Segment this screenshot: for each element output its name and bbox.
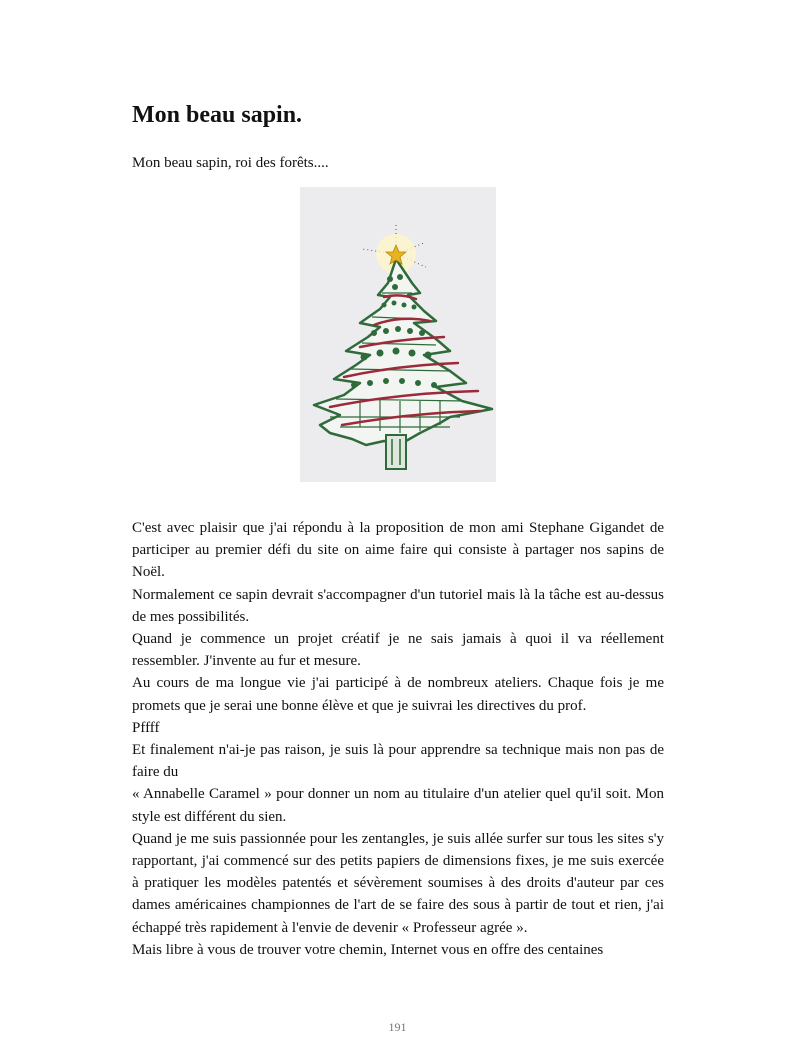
page-title: Mon beau sapin. [132, 102, 303, 128]
paragraph: Quand je commence un projet créatif je ne sais jamais à quoi il va réellement ressembler. J'invente au fur et mesure. [132, 631, 664, 670]
paragraph: « Annabelle Caramel » pour donner un nom au titulaire d'un atelier quel qu'il soit. Mon style est différent du sien. [132, 786, 664, 825]
page-number: 191 [388, 1020, 407, 1034]
tree-trunk [386, 435, 406, 469]
paragraph: C'est avec plaisir que j'ai répondu à la proposition de mon ami Stephane Gigandet de participer au premier défi du site on aime faire qui consiste à partager nos sapins de Noël. [132, 520, 664, 581]
subtitle: Mon beau sapin, roi des forêts.... [132, 155, 329, 171]
paragraph: Normalement ce sapin devrait s'accompagner d'un tutoriel mais là la tâche est au-dessus de mes possibilités. [132, 586, 664, 625]
body-text [132, 517, 664, 961]
paragraph: Mais libre à vous de trouver votre chemin, Internet vous en offre des centaines [132, 941, 604, 958]
paragraph: Au cours de ma longue vie j'ai participé à de nombreux ateliers. Chaque fois je me promets que je serai une bonne élève et que je suivrai les directives du prof. [132, 675, 664, 714]
paragraph: Quand je me suis passionnée pour les zentangles, je suis allée surfer sur tous les sites s'y rapportant, j'ai commencé sur des petits papiers de dimensions fixes, je me suis exercée à pratiquer les modèles patentés et sévèrement soumises à des droits d'auteur par ces dames américaines championnes de l'art de se faire des sous à partir de tout et rien, j'ai échappé très rapidement à l'envie de devenir « Professeur agrée ». [132, 830, 664, 936]
paragraph: Et finalement n'ai-je pas raison, je suis là pour apprendre sa technique mais non pas de faire du [132, 742, 664, 781]
christmas-tree-drawing [300, 187, 496, 482]
tree-illustration [300, 187, 496, 482]
paragraph: Pffff [132, 719, 160, 736]
